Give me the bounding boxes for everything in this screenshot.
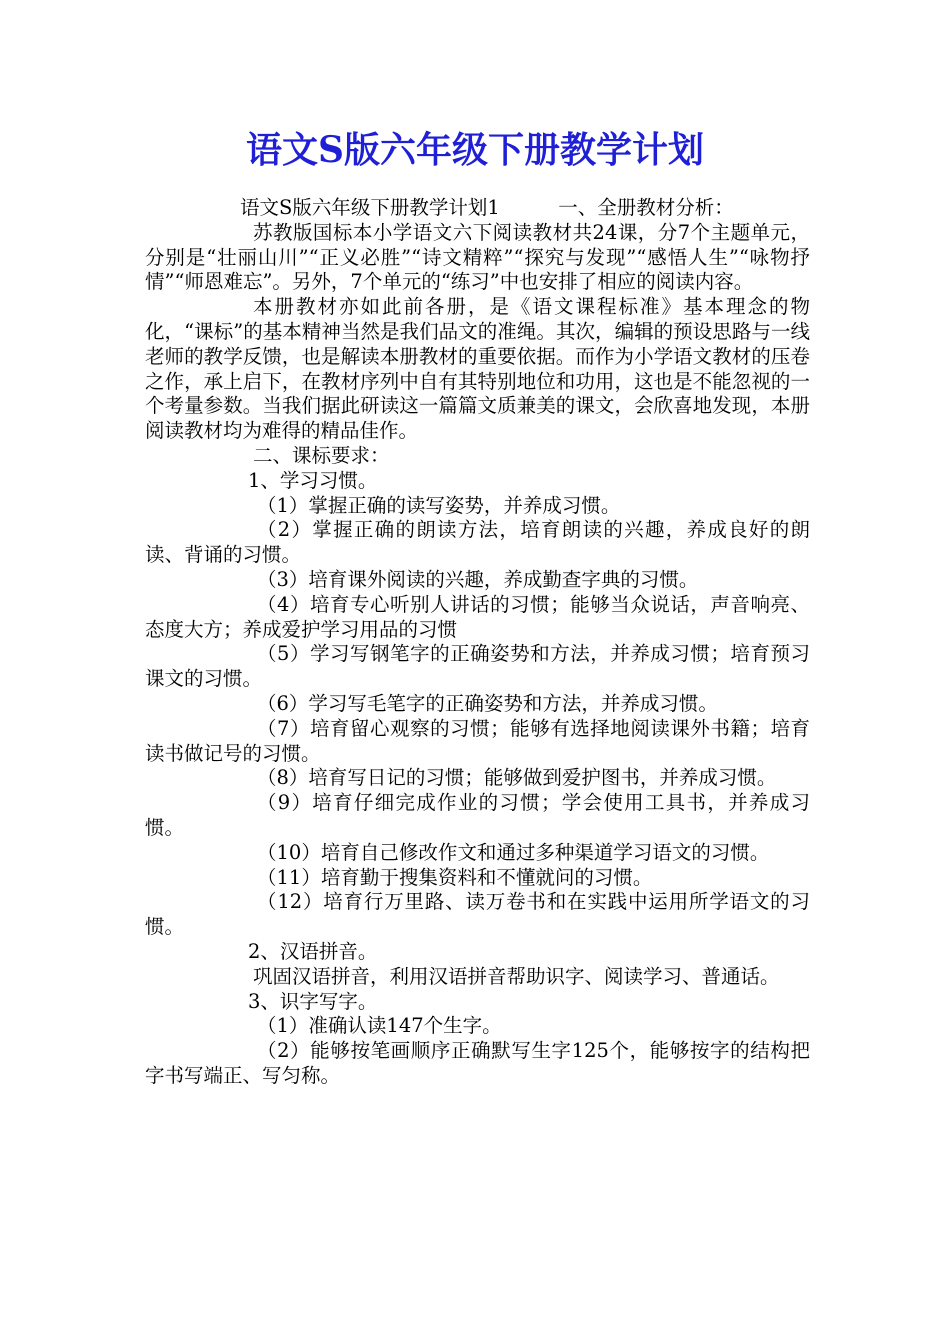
paragraph-literacy-1: （1）准确认读147个生字。 xyxy=(257,1014,502,1038)
paragraph-pinyin-detail: 巩固汉语拼音，利用汉语拼音帮助识字、阅读学习、普通话。 xyxy=(253,964,780,988)
paragraph-habit-2: （2）掌握正确的朗读方法，培育朗读的兴趣，养成良好的朗读、背诵的习惯。 xyxy=(145,518,810,567)
paragraph-habit-6: （6）学习写毛笔字的正确姿势和方法，并养成习惯。 xyxy=(257,691,718,715)
paragraph-habit-12: （12）培育行万里路、读万卷书和在实践中运用所学语文的习惯。 xyxy=(145,890,810,939)
paragraph-textbook-analysis: 本册教材亦如此前各册，是《语文课程标准》基本理念的物化，“课标”的基本精神当然是我们品文的准绳。其次，编辑的预设思路与一线老师的教学反馈，也是解读本册教材的重要依据。而作为小学语文教材的压卷之作，承上启下，在教材序列中自有其特别地位和功用，这也是不能忽视的一个考量参数。当我们据此研读这一篇篇文质兼美的课文，会欣喜地发现，本册阅读教材均为难得的精品佳作。 xyxy=(145,295,810,443)
paragraph-habit-10: （10）培育自己修改作文和通过多种渠道学习语文的习惯。 xyxy=(257,840,770,864)
document-title: 语文S版六年级下册教学计划 xyxy=(246,129,704,171)
paragraph-habit-5: （5）学习写钢笔字的正确姿势和方法，并养成习惯；培育预习课文的习惯。 xyxy=(145,642,810,691)
paragraph-habit-11: （11）培育勤于搜集资料和不懂就问的习惯。 xyxy=(257,865,653,889)
paragraph-heading-2: 二、课标要求： xyxy=(253,443,390,467)
paragraph-habit-9: （9）培育仔细完成作业的习惯；学会使用工具书，并养成习惯。 xyxy=(145,791,810,839)
paragraph-habit-1: （1）掌握正确的读写姿势，并养成习惯。 xyxy=(257,493,621,517)
paragraph-section-pinyin: 2、汉语拼音。 xyxy=(248,939,378,963)
paragraph-textbook-overview: 苏教版国标本小学语文六下阅读教材共24课，分7个主题单元，分别是“壮丽山川”“正义必胜”“诗文精粹”“探究与发现”“感悟人生”“咏物抒情”“师恩难忘”。另外，7个单元的“练习”中也安排了相应的阅读内容。 xyxy=(145,220,810,294)
paragraph-section-literacy: 3、识字写字。 xyxy=(248,989,378,1013)
paragraph-habit-8: （8）培育写日记的习惯；能够做到爱护图书，并养成习惯。 xyxy=(257,766,777,790)
paragraph-habit-7: （7）培育留心观察的习惯；能够有选择地阅读课外书籍；培育读书做记号的习惯。 xyxy=(145,716,810,765)
paragraph-habit-3: （3）培育课外阅读的兴趣，养成勤查字典的习惯。 xyxy=(257,567,699,591)
paragraph-heading-1: 语文S版六年级下册教学计划1 一、全册教材分析： xyxy=(240,196,734,219)
paragraph-literacy-2: （2）能够按笔画顺序正确默写生字125个，能够按字的结构把字书写端正、写匀称。 xyxy=(145,1039,810,1087)
paragraph-section-learning-habits: 1、学习习惯。 xyxy=(248,468,378,492)
document-body xyxy=(145,196,810,1089)
paragraph-habit-4: （4）培育专心听别人讲话的习惯；能够当众说话，声音响亮、态度大方；养成爱护学习用品的习惯 xyxy=(145,592,810,641)
